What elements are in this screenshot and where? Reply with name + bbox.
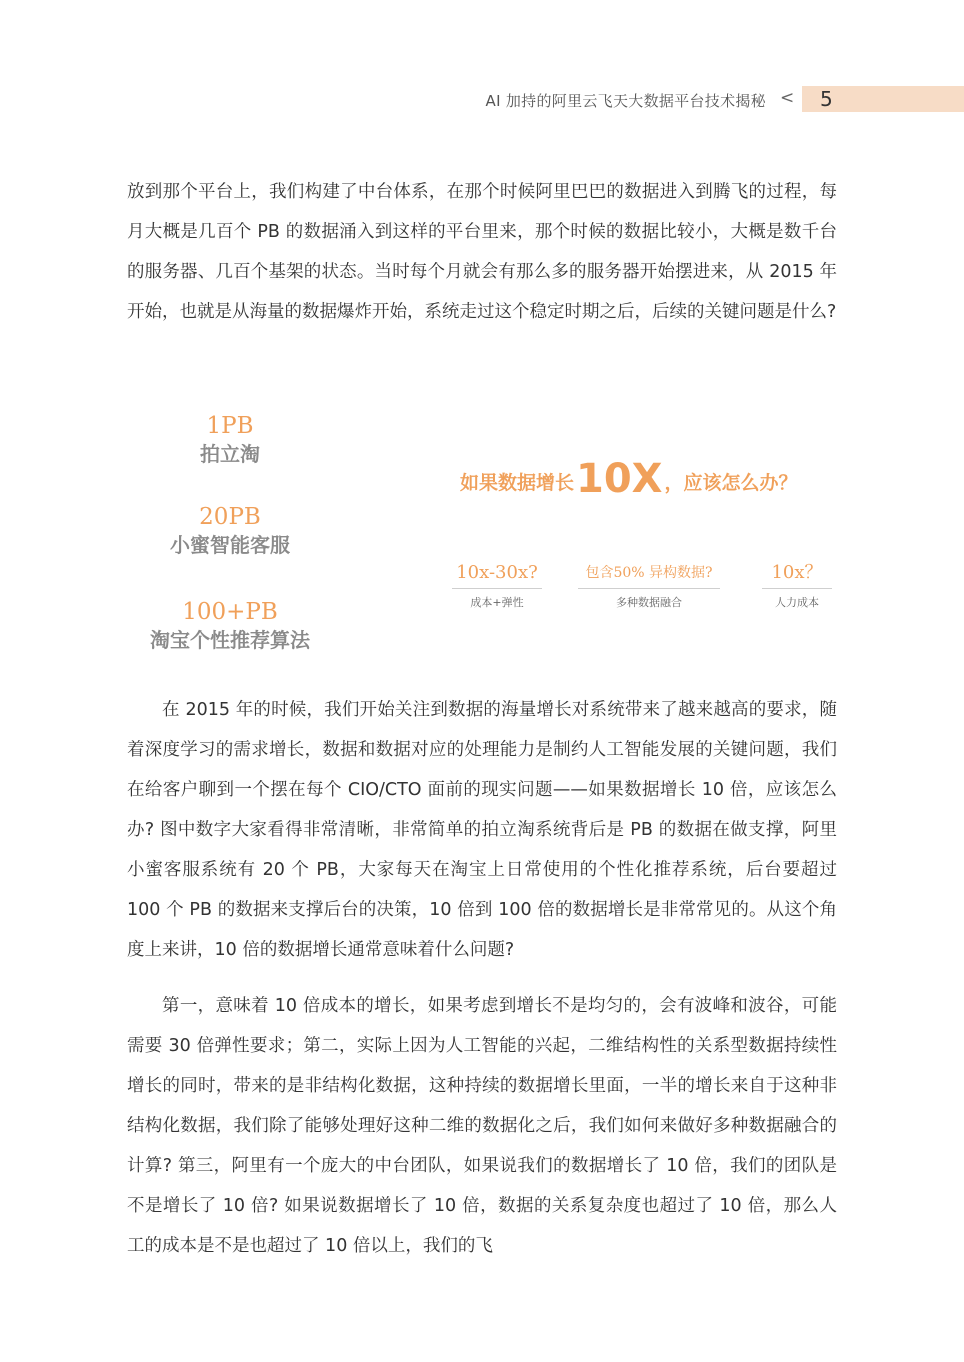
stat-pailitao: [110, 412, 350, 468]
headline-prefix: 如果数据增长: [460, 472, 575, 494]
stat-label: 淘宝个性推荐算法: [150, 628, 310, 652]
paragraph-2: 在 2015 年的时候，我们开始关注到数据的海量增长对系统带来了越来越高的要求，随着深度学习的需求增长，数据和数据对应的处理能力是制约人工智能发展的关键问题，我们在给客户聊到一个摆在每个 CIO/CTO 面前的现实问题——如果数据增长 10 倍，应该怎么办? 图中数字大家看得非常清晰，非常简单的拍立淘系统背后是 PB 的数据在做支撑，阿里小蜜客服系统有 20 个 PB，大家每天在淘宝上日常使用的个性化推荐系统，后台要超过 100 个 PB 的数据来支撑后台的决策，10 倍到 100 倍的数据增长是非常常见的。从这个角度上来讲，10 倍的数据增长通常意味着什么问题?: [127, 700, 837, 960]
book-title: AI 加持的阿里云飞天大数据平台技术揭秘: [485, 92, 766, 110]
card-value: 包含50% 异构数据?: [585, 565, 713, 581]
stat-taobao-recommend: [110, 598, 350, 654]
stat-label: 拍立淘: [200, 442, 260, 466]
data-growth-figure: [0, 400, 964, 670]
card-label: 人力成本: [775, 596, 819, 609]
stat-value: 20PB: [199, 504, 261, 530]
page-number-tab: [802, 86, 964, 112]
card-labor: [762, 560, 832, 611]
stat-label: 小蜜智能客服: [170, 533, 290, 557]
running-header: [0, 86, 964, 112]
page-number: 5: [820, 87, 833, 111]
card-divider: [578, 588, 720, 589]
headline-multiplier: 10X: [576, 456, 663, 502]
paragraph-3: 第一，意味着 10 倍成本的增长，如果考虑到增长不是均匀的，会有波峰和波谷，可能需要 30 倍弹性要求；第二，实际上因为人工智能的兴起，二维结构性的关系型数据持续性增长的同时，带来的是非结构化数据，这种持续的数据增长里面，一半的增长来自于这种非结构化数据，我们除了能够处理好这种二维的数据化之后，我们如何来做好多种数据融合的计算? 第三，阿里有一个庞大的中台团队，如果说我们的数据增长了 10 倍，我们的团队是不是增长了 10 倍? 如果说数据增长了 10 倍，数据的关系复杂度也超过了 10 倍，那么人工的成本是不是也超过了 10 倍以上，我们的飞: [127, 996, 837, 1256]
chevron-left-icon: <: [780, 88, 795, 108]
card-value: 10x-30x?: [456, 562, 538, 583]
paragraph-1: 放到那个平台上，我们构建了中台体系，在那个时候阿里巴巴的数据进入到腾飞的过程，每月大概是几百个 PB 的数据涌入到这样的平台里来，那个时候的数据比较小，大概是数千台的服务器、几百个基架的状态。当时每个月就会有那么多的服务器开始摆进来，从 2015 年开始，也就是从海量的数据爆炸开始，系统走过这个稳定时期之后，后续的关键问题是什么?: [127, 182, 837, 322]
stat-value: 100+PB: [182, 599, 278, 625]
card-cost: [452, 560, 542, 611]
stat-value: 1PB: [206, 413, 254, 439]
card-divider: [762, 588, 832, 589]
card-data-fusion: [578, 560, 720, 611]
card-divider: [452, 588, 542, 589]
stat-xiaomi: [110, 503, 350, 559]
growth-question-headline: [460, 456, 840, 502]
card-label: 成本+弹性: [470, 596, 524, 609]
card-value: 10x？: [771, 562, 823, 583]
card-label: 多种数据融合: [616, 596, 682, 609]
headline-suffix: ，应该怎么办？: [664, 472, 798, 494]
